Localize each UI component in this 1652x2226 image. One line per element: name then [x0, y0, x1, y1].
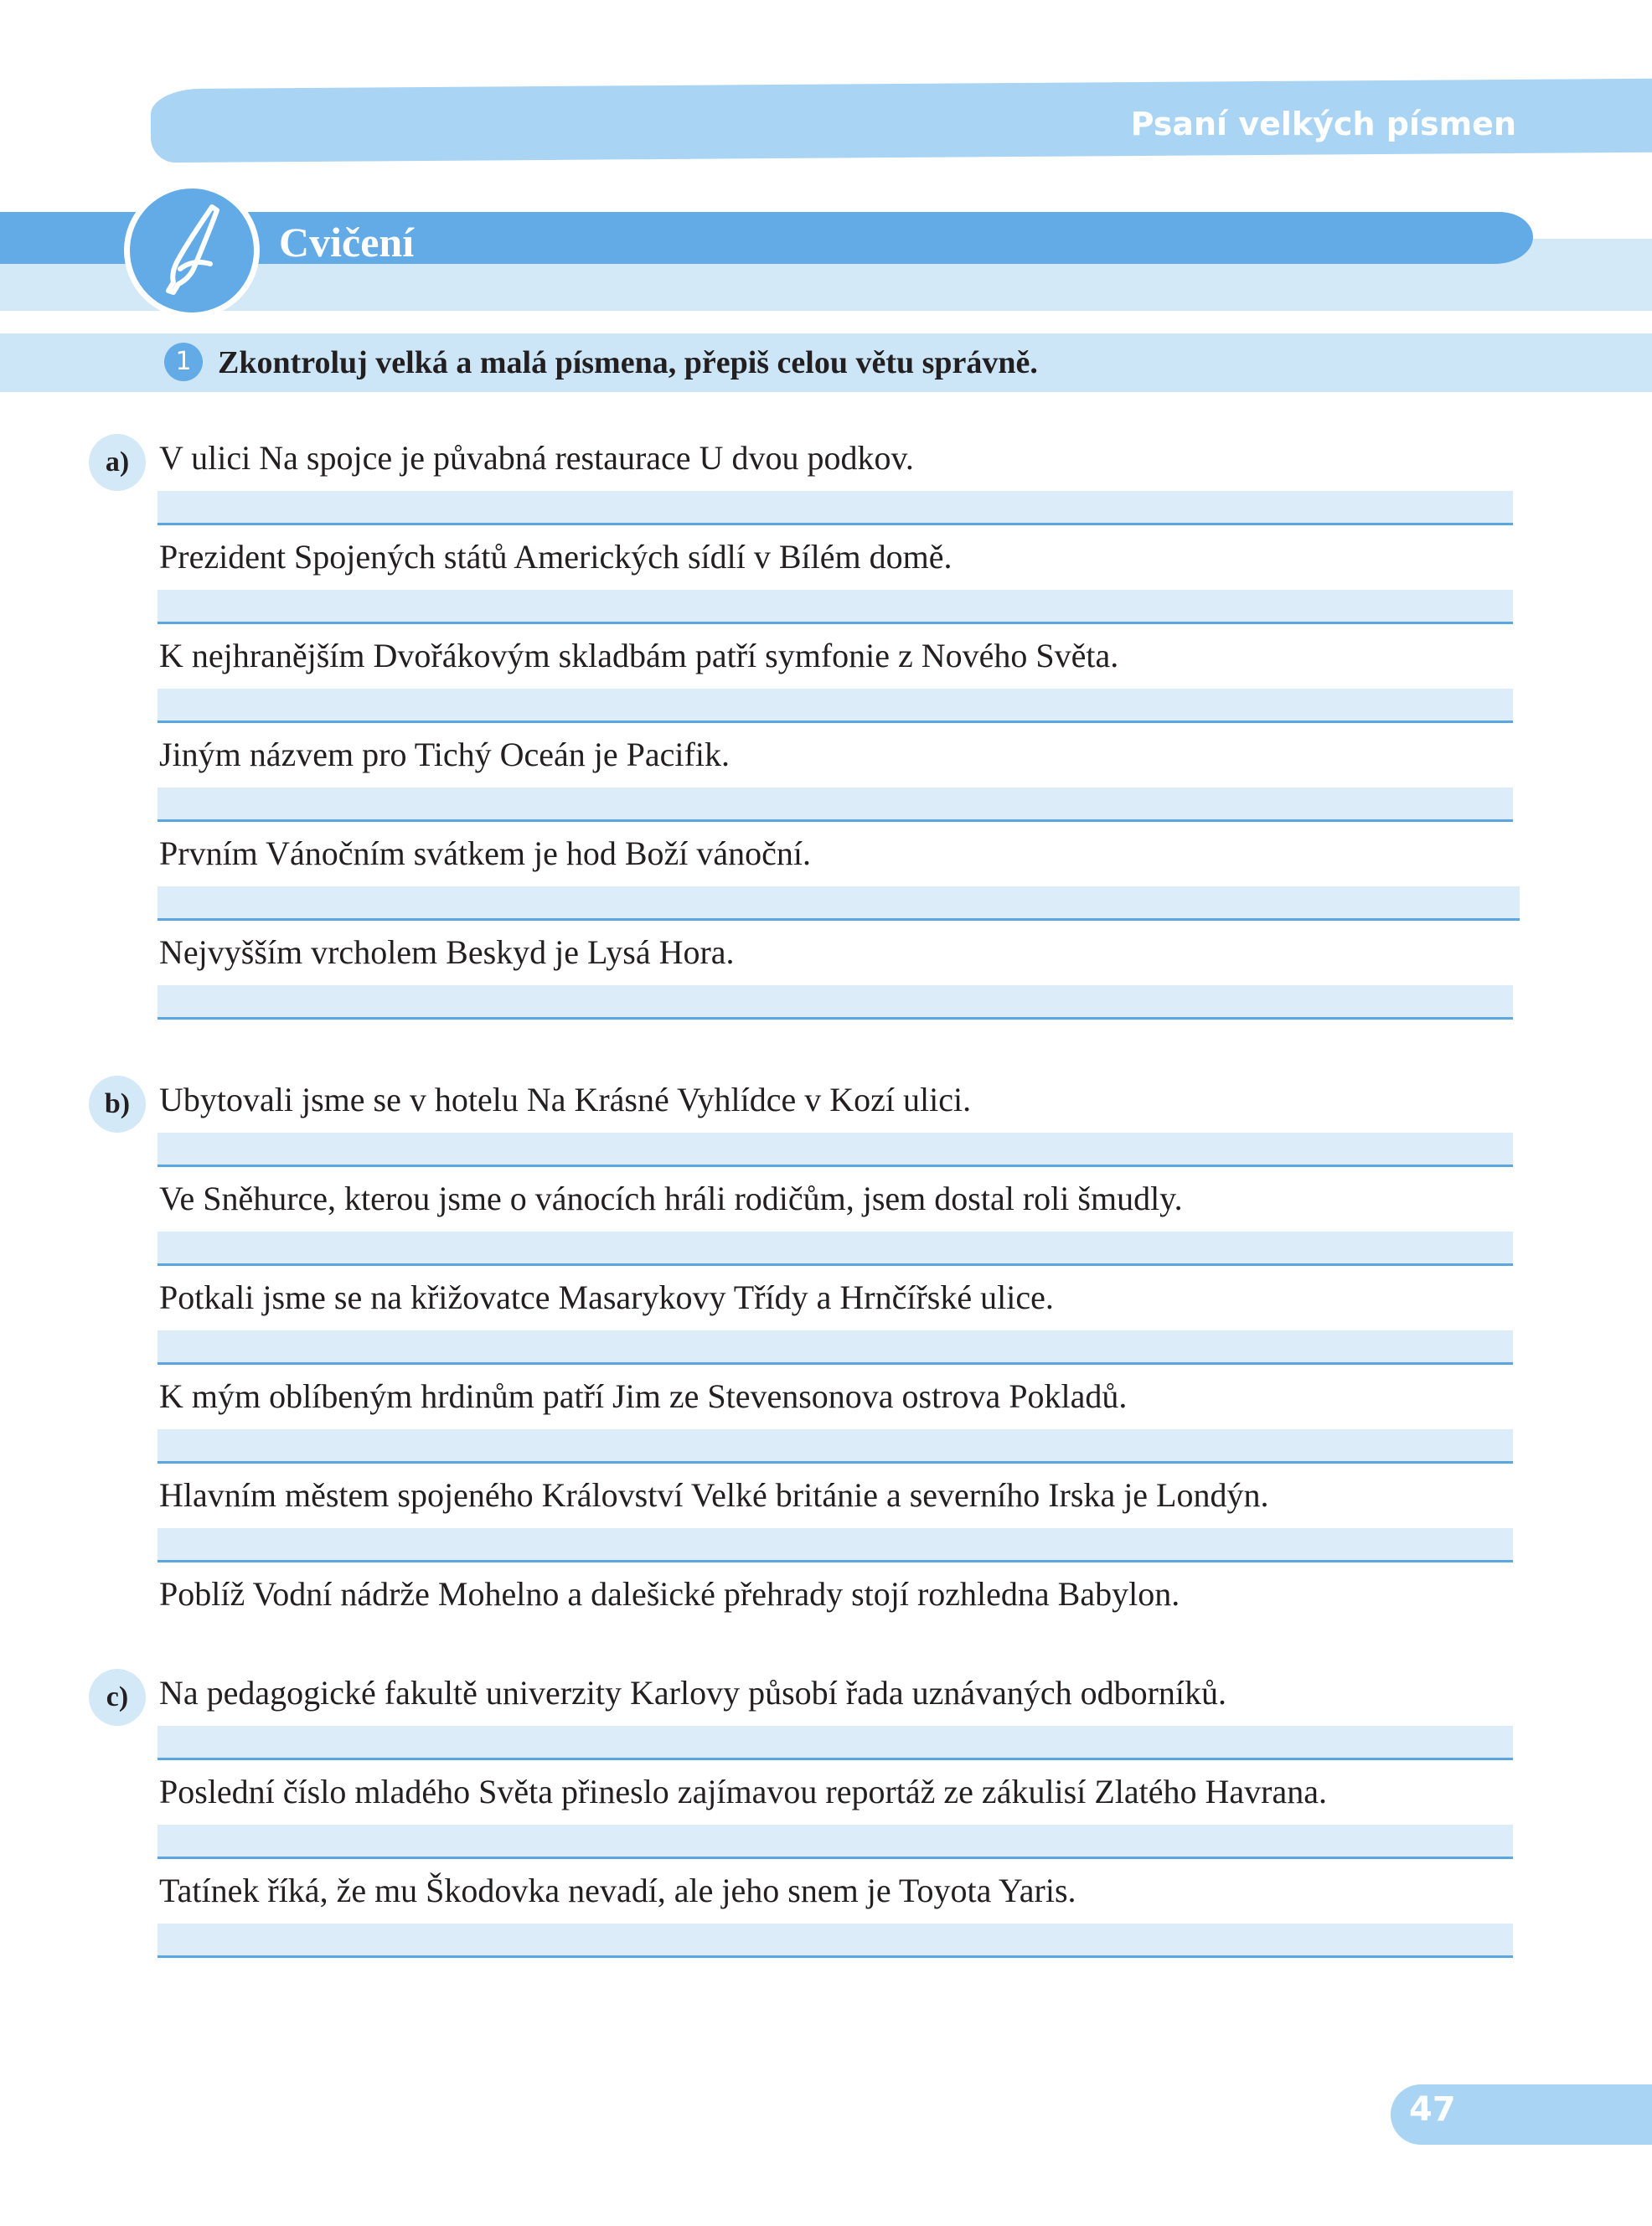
- answer-line-a-6[interactable]: [157, 985, 1513, 1020]
- page-number: 47: [1409, 2090, 1456, 2129]
- sentence-c-3: Tatínek říká, že mu Škodovka nevadí, ale jeho snem je Toyota Yaris.: [159, 1872, 1076, 1909]
- answer-line-b-4[interactable]: [157, 1429, 1513, 1464]
- answer-line-a-2[interactable]: [157, 590, 1513, 624]
- task-number-badge: 1: [164, 343, 203, 381]
- task-instruction: Zkontroluj velká a malá písmena, přepiš celou větu správně.: [218, 345, 1038, 380]
- sentence-a-3: K nejhranějším Dvořákovým skladbám patří symfonie z Nového Světa.: [159, 637, 1119, 674]
- sentence-b-6: Poblíž Vodní nádrže Mohelno a dalešické přehrady stojí rozhledna Babylon.: [159, 1575, 1180, 1613]
- section-label-c: c): [89, 1669, 146, 1726]
- answer-line-b-3[interactable]: [157, 1330, 1513, 1365]
- answer-line-a-1[interactable]: [157, 491, 1513, 525]
- sentence-a-1: V ulici Na spojce je půvabná restaurace U dvou podkov.: [159, 439, 914, 477]
- answer-line-b-1[interactable]: [157, 1133, 1513, 1167]
- answer-line-a-4[interactable]: [157, 788, 1513, 822]
- sentence-b-4: K mým oblíbeným hrdinům patří Jim ze Stevensonova ostrova Pokladů.: [159, 1377, 1128, 1415]
- answer-line-a-5[interactable]: [157, 886, 1520, 921]
- chapter-title: Psaní velkých písmen: [1130, 106, 1516, 142]
- sentence-c-1: Na pedagogické fakultě univerzity Karlovy působí řada uznávaných odborníků.: [159, 1674, 1227, 1712]
- section-label-a: a): [89, 434, 146, 491]
- section-title: Cvičení: [279, 219, 415, 266]
- sentence-a-5: Prvním Vánočním svátkem je hod Boží vánoční.: [159, 834, 812, 872]
- sentence-a-6: Nejvyšším vrcholem Beskyd je Lysá Hora.: [159, 933, 735, 971]
- answer-line-b-5[interactable]: [157, 1528, 1513, 1562]
- answer-line-c-3[interactable]: [157, 1924, 1513, 1958]
- sentence-b-5: Hlavním městem spojeného Království Velké británie a severního Irska je Londýn.: [159, 1476, 1269, 1514]
- answer-line-c-2[interactable]: [157, 1825, 1513, 1859]
- sentence-b-3: Potkali jsme se na křižovatce Masarykovy Třídy a Hrnčířské ulice.: [159, 1278, 1054, 1316]
- sentence-c-2: Poslední číslo mladého Světa přineslo zajímavou reportáž ze zákulisí Zlatého Havrana.: [159, 1773, 1327, 1810]
- sentence-b-1: Ubytovali jsme se v hotelu Na Krásné Vyhlídce v Kozí ulici.: [159, 1081, 972, 1118]
- sentence-b-2: Ve Sněhurce, kterou jsme o vánocích hráli rodičům, jsem dostal roli šmudly.: [159, 1180, 1183, 1217]
- answer-line-b-2[interactable]: [157, 1232, 1513, 1266]
- pen-nib-icon: [124, 183, 260, 318]
- sentence-a-4: Jiným názvem pro Tichý Oceán je Pacifik.: [159, 736, 730, 773]
- sentence-a-2: Prezident Spojených států Amerických sídlí v Bílém domě.: [159, 538, 952, 576]
- answer-line-a-3[interactable]: [157, 689, 1513, 723]
- section-label-b: b): [89, 1076, 146, 1133]
- answer-line-c-1[interactable]: [157, 1726, 1513, 1760]
